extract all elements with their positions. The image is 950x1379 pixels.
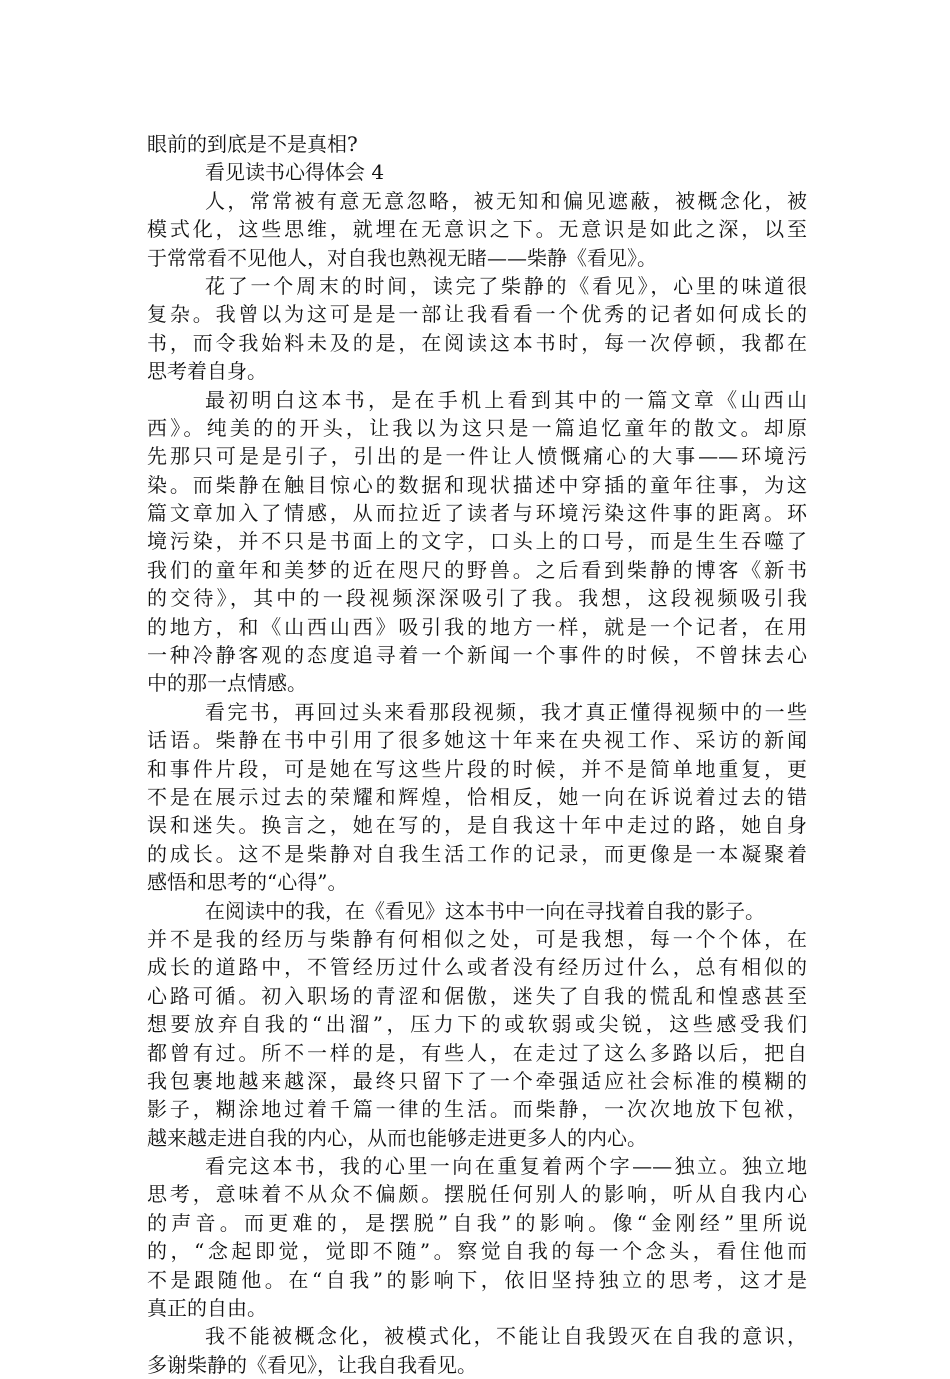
paragraph-line: 的声音。而更难的，是摆脱”自我”的影响。像“金刚经”里所说 [147,1210,807,1235]
section-title: 看见读书心得体会 4 [205,160,385,185]
paragraph-line: 一种冷静客观的态度追寻着一个新闻一个事件的时候，不曾抹去心 [147,643,807,668]
paragraph-line: 书，而令我始料未及的是，在阅读这本书时，每一次停顿，我都在 [147,330,807,355]
paragraph-line: 在阅读中的我，在《看见》这本书中一向在寻找着自我的影子。 [205,898,765,923]
paragraph-line: 想要放弃自我的“出溜”，压力下的或软弱或尖锐，这些感受我们 [147,1012,807,1037]
opening-line: 眼前的到底是不是真相? [147,132,358,156]
paragraph-line: 思考着自身。 [147,359,267,384]
paragraph-line: 于常常看不见他人，对自我也熟视无睹——柴静《看见》。 [147,245,657,270]
paragraph-line: 心路可循。初入职场的青涩和倨傲，迷失了自我的慌乱和惶惑甚至 [147,983,807,1008]
paragraph-line: 我们的童年和美梦的近在咫尺的野兽。之后看到柴静的博客《新书 [147,557,807,582]
paragraph-line: 我不能被概念化，被模式化，不能让自我毁灭在自我的意识， [205,1324,807,1349]
paragraph-line: 花了一个周末的时间，读完了柴静的《看见》，心里的味道很 [205,273,807,298]
paragraph-line: 不是在展示过去的荣耀和辉煌，恰相反，她一向在诉说着过去的错 [147,784,807,809]
paragraph-line: 先那只可是是引子，引出的是一件让人愤慨痛心的大事——环境污 [147,444,807,469]
paragraph-line: 的成长。这不是柴静对自我生活工作的记录，而更像是一本凝聚着 [147,841,807,866]
paragraph-5 [147,897,807,1153]
paragraph-line: 篇文章加入了情感，从而拉近了读者与环境污染这件事的距离。环 [147,501,807,526]
paragraph-line: 我包裹地越来越深，最终只留下了一个牵强适应社会标准的模糊的 [147,1068,807,1093]
document-page [147,130,807,1379]
paragraph-line: 不是跟随他。在“自我”的影响下，依旧坚持独立的思考，这才是 [147,1267,807,1292]
paragraph-line: 话语。柴静在书中引用了很多她这十年来在央视工作、采访的新闻 [147,728,807,753]
paragraph-line: 感悟和思考的“心得”。 [147,870,348,895]
paragraph-line: 成长的道路中，不管经历过什么或者没有经历过什么，总有相似的 [147,955,807,980]
paragraph-line: 中的那一点情感。 [147,671,307,696]
paragraph-line: 模式化，这些思维，就埋在无意识之下。无意识是如此之深，以至 [147,217,807,242]
paragraph-6 [147,1152,807,1322]
paragraph-line: 思考，意味着不从众不偏颇。摆脱任何别人的影响，听从自我内心 [147,1182,807,1207]
paragraph-7 [147,1322,807,1379]
paragraph-2 [147,272,807,386]
paragraph-line: 和事件片段，可是她在写这些片段的时候，并不是简单地重复，更 [147,756,807,781]
paragraph-line: 并不是我的经历与柴静有何相似之处，可是我想，每一个个体，在 [147,926,807,951]
paragraph-line: 染。而柴静在触目惊心的数据和现状描述中穿插的童年往事，为这 [147,472,807,497]
paragraph-line: 西》。纯美的的开头，让我以为这只是一篇追忆童年的散文。却原 [147,415,807,440]
paragraph-line: 越来越走进自我的内心，从而也能够走进更多人的内心。 [147,1125,647,1150]
paragraph-line: 人，常常被有意无意忽略，被无知和偏见遮蔽，被概念化，被 [205,188,807,213]
paragraph-line: 都曾有过。所不一样的是，有些人，在走过了这么多路以后，把自 [147,1040,807,1065]
paragraph-line: 的地方，和《山西山西》吸引我的地方一样，就是一个记者，在用 [147,614,807,639]
paragraph-line: 复杂。我曾以为这可是是一部让我看看一个优秀的记者如何成长的 [147,302,807,327]
paragraph-line: 境污染，并不只是书面上的文字，口头上的口号，而是生生吞噬了 [147,529,807,554]
paragraph-line: 的，“念起即觉，觉即不随”。察觉自我的每一个念头，看住他而 [147,1239,807,1264]
paragraph-1 [147,187,807,272]
paragraph-line: 看完书，再回过头来看那段视频，我才真正懂得视频中的一些 [205,699,807,724]
paragraph-line: 影子，糊涂地过着千篇一律的生活。而柴静，一次次地放下包袱， [147,1097,807,1122]
paragraph-3 [147,386,807,698]
paragraph-4 [147,698,807,897]
paragraph-line: 真正的自由。 [147,1296,267,1321]
paragraph-line: 的交待》，其中的一段视频深深吸引了我。我想，这段视频吸引我 [147,586,807,611]
paragraph-line: 看完这本书，我的心里一向在重复着两个字——独立。独立地 [205,1154,807,1179]
paragraph-line: 多谢柴静的《看见》，让我自我看见。 [147,1352,477,1377]
paragraph-line: 误和迷失。换言之，她在写的，是自我这十年中走过的路，她自身 [147,813,807,838]
paragraph-line: 最初明白这本书，是在手机上看到其中的一篇文章《山西山 [205,387,807,412]
